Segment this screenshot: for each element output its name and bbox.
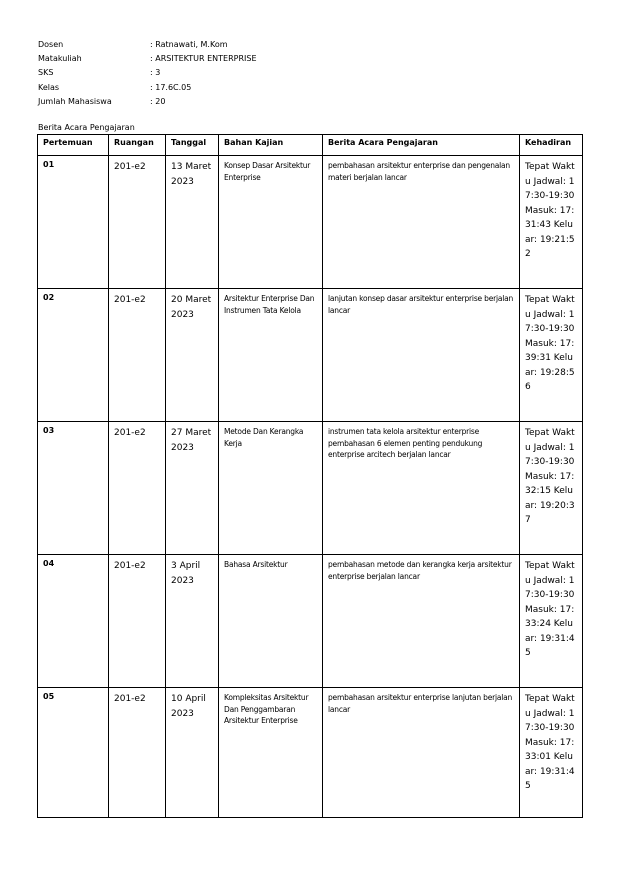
info-label-jumlah: Jumlah Mahasiswa bbox=[38, 96, 112, 106]
table-row bbox=[38, 688, 583, 818]
info-row-dosen bbox=[38, 38, 257, 52]
cell-kehadiran: Tepat Waktu Jadwal: 17:30-19:30 Masuk: 17:31:43 Keluar: 19:21:52 bbox=[520, 156, 583, 289]
cell-tanggal: 27 Maret 2023 bbox=[166, 422, 219, 555]
cell-ruangan: 201-e2 bbox=[109, 688, 166, 818]
cell-bahan-kajian: Kompleksitas Arsitektur Dan Penggambaran Arsitektur Enterprise bbox=[219, 688, 323, 818]
section-title: Berita Acara Pengajaran bbox=[38, 123, 135, 132]
table-row bbox=[38, 156, 583, 289]
info-label-sks: SKS bbox=[38, 68, 54, 78]
cell-bahan-kajian: Konsep Dasar Arsitektur Enterprise bbox=[219, 156, 323, 289]
info-row-kelas bbox=[38, 81, 257, 95]
table-row bbox=[38, 555, 583, 688]
cell-ruangan: 201-e2 bbox=[109, 555, 166, 688]
info-row-matakuliah bbox=[38, 52, 257, 66]
info-value-dosen: : Ratnawati, M.Kom bbox=[150, 40, 228, 49]
cell-pertemuan: 01 bbox=[38, 156, 109, 289]
cell-berita-acara: pembahasan arsitektur enterprise dan pengenalan materi berjalan lancar bbox=[323, 156, 520, 289]
info-row-sks bbox=[38, 66, 257, 80]
cell-bahan-kajian: Arsitektur Enterprise Dan Instrumen Tata Kelola bbox=[219, 289, 323, 422]
cell-kehadiran: Tepat Waktu Jadwal: 17:30-19:30 Masuk: 17:39:31 Keluar: 19:28:56 bbox=[520, 289, 583, 422]
cell-pertemuan: 05 bbox=[38, 688, 109, 818]
cell-berita-acara: pembahasan arsitektur enterprise lanjutan berjalan lancar bbox=[323, 688, 520, 818]
table-row bbox=[38, 289, 583, 422]
header-tanggal: Tanggal bbox=[166, 135, 219, 156]
cell-berita-acara: instrumen tata kelola arsitektur enterprise pembahasan 6 elemen penting pendukung enterprise arcitech berjalan lancar bbox=[323, 422, 520, 555]
table-header-row bbox=[38, 135, 583, 156]
info-value-kelas: : 17.6C.05 bbox=[150, 82, 192, 92]
info-value-matakuliah: : ARSITEKTUR ENTERPRISE bbox=[150, 54, 257, 64]
cell-kehadiran: Tepat Waktu Jadwal: 17:30-19:30 Masuk: 17:33:24 Keluar: 19:31:45 bbox=[520, 555, 583, 688]
cell-kehadiran: Tepat Waktu Jadwal: 17:30-19:30 Masuk: 17:32:15 Keluar: 19:20:37 bbox=[520, 422, 583, 555]
info-label-dosen: Dosen bbox=[38, 40, 64, 49]
cell-ruangan: 201-e2 bbox=[109, 289, 166, 422]
course-info bbox=[38, 38, 257, 109]
cell-tanggal: 20 Maret 2023 bbox=[166, 289, 219, 422]
info-row-jumlah bbox=[38, 95, 257, 109]
info-value-jumlah: : 20 bbox=[150, 96, 166, 106]
cell-ruangan: 201-e2 bbox=[109, 422, 166, 555]
cell-pertemuan: 02 bbox=[38, 289, 109, 422]
info-label-kelas: Kelas bbox=[38, 82, 60, 92]
cell-pertemuan: 03 bbox=[38, 422, 109, 555]
cell-berita-acara: lanjutan konsep dasar arsitektur enterprise berjalan lancar bbox=[323, 289, 520, 422]
table-row bbox=[38, 422, 583, 555]
header-ruangan: Ruangan bbox=[109, 135, 166, 156]
info-label-matakuliah: Matakuliah bbox=[38, 54, 82, 64]
cell-berita-acara: pembahasan metode dan kerangka kerja arsitektur enterprise berjalan lancar bbox=[323, 555, 520, 688]
header-pertemuan: Pertemuan bbox=[38, 135, 109, 156]
header-bahan-kajian: Bahan Kajian bbox=[219, 135, 323, 156]
cell-tanggal: 3 April 2023 bbox=[166, 555, 219, 688]
cell-kehadiran: Tepat Waktu Jadwal: 17:30-19:30 Masuk: 17:33:01 Keluar: 19:31:45 bbox=[520, 688, 583, 818]
cell-bahan-kajian: Bahasa Arsitektur bbox=[219, 555, 323, 688]
cell-bahan-kajian: Metode Dan Kerangka Kerja bbox=[219, 422, 323, 555]
teaching-report-table bbox=[37, 134, 583, 818]
cell-ruangan: 201-e2 bbox=[109, 156, 166, 289]
info-value-sks: : 3 bbox=[150, 68, 161, 78]
header-kehadiran: Kehadiran bbox=[520, 135, 583, 156]
cell-tanggal: 13 Maret 2023 bbox=[166, 156, 219, 289]
header-berita-acara: Berita Acara Pengajaran bbox=[323, 135, 520, 156]
cell-tanggal: 10 April 2023 bbox=[166, 688, 219, 818]
cell-pertemuan: 04 bbox=[38, 555, 109, 688]
